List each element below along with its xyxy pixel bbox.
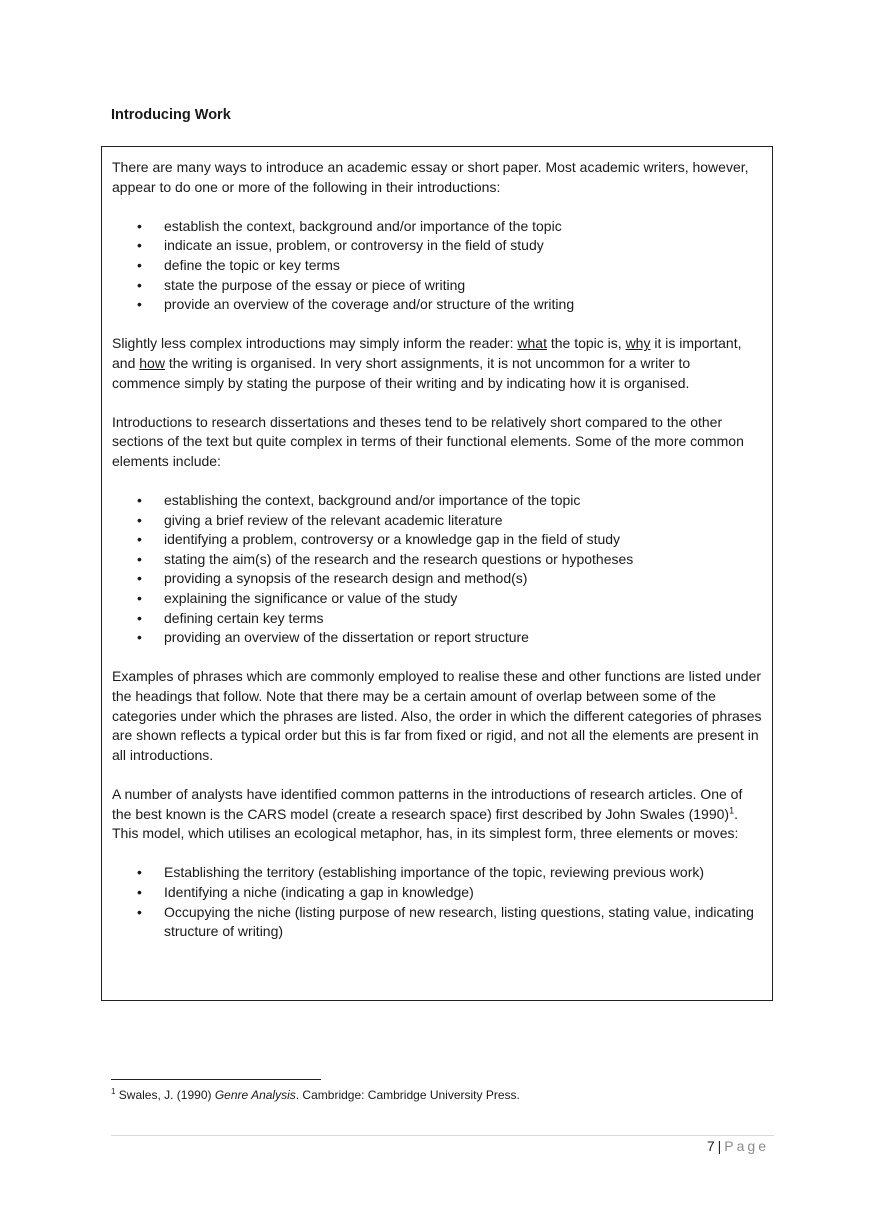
dissertation-paragraph: Introductions to research dissertations and theses tend to be relatively short compared to the other sections of the text but quite complex in terms of their functional elements. Some of the more common elements include:: [112, 413, 744, 469]
list-item-text: giving a brief review of the relevant academic literature: [164, 511, 503, 528]
page-separator: |: [717, 1138, 722, 1154]
list-item-text: Establishing the territory (establishing importance of the topic, reviewing previous work): [164, 864, 705, 881]
list-item-text: Occupying the niche (listing purpose of new research, listing questions, stating value, indicating structure of writing): [164, 903, 754, 940]
list-item: [137, 863, 762, 883]
list-item: [137, 276, 762, 296]
list-item-text: provide an overview of the coverage and/or structure of the writing: [164, 296, 575, 313]
bullet-icon: •: [137, 237, 142, 254]
bullet-icon: •: [137, 550, 142, 567]
phrases-paragraph: Examples of phrases which are commonly employed to realise these and other functions are listed under the headings that follow. Note that there may be a certain amount of overlap between some of the categories under which the phrases are listed. Also, the order in which the different categories of phrases are shown reflects a typical order but this is far from fixed or rigid, and not all the elements are present in all introductions.: [112, 668, 762, 763]
page-number: [707, 1137, 769, 1157]
list-item: [137, 903, 762, 942]
list-item: [137, 550, 762, 570]
cars-moves-list: [112, 863, 762, 941]
cars-paragraph: A number of analysts have identified common patterns in the introductions of research articles. One of the best known is the CARS model (create a research space) first described by John Swales $(1990)^1$. This model, which utilises an ecological metaphor, has, in its simplest form, three elements or moves:: [112, 786, 743, 842]
dissertation-elements-list: [112, 491, 762, 648]
bullet-icon: •: [137, 864, 142, 881]
list-item: [137, 295, 762, 315]
footnote-reference: 1: [729, 804, 735, 815]
list-item-text: providing an overview of the dissertation or report structure: [164, 629, 529, 646]
why-emphasis: why: [625, 335, 651, 352]
bullet-icon: •: [137, 903, 142, 920]
simple-intro-paragraph: Slightly less complex introductions may simply inform the reader: what the topic is, why it is important, and how the writing is organised. In very short assignments, it is not uncommon for a writer to commence simply by stating the purpose of their writing and by indicating how it is organised.: [112, 335, 742, 391]
how-emphasis: how: [139, 354, 165, 371]
list-item-text: identifying a problem, controversy or a knowledge gap in the field of study: [164, 531, 621, 548]
intro-functions-list: [112, 217, 762, 315]
bullet-icon: •: [137, 276, 142, 293]
list-item-text: defining certain key terms: [164, 609, 324, 626]
list-item-text: state the purpose of the essay or piece of writing: [164, 276, 466, 293]
bullet-icon: •: [137, 570, 142, 587]
bullet-icon: •: [137, 511, 142, 528]
bullet-icon: •: [137, 590, 142, 607]
list-item-text: explaining the significance or value of the study: [164, 590, 458, 607]
list-item-text: stating the aim(s) of the research and the research questions or hypotheses: [164, 550, 634, 567]
page-number-value: 7: [706, 1138, 715, 1154]
bullet-icon: •: [137, 256, 142, 273]
list-item-text: providing a synopsis of the research design and method(s): [164, 570, 528, 587]
bullet-icon: •: [137, 883, 142, 900]
page-label: Page: [724, 1138, 769, 1154]
footer-divider: [111, 1135, 774, 1136]
list-item: [137, 589, 762, 609]
list-item: [137, 491, 762, 511]
content-box: [101, 146, 773, 1001]
bullet-icon: •: [137, 217, 142, 234]
list-item-text: establish the context, background and/or importance of the topic: [164, 217, 562, 234]
bullet-icon: •: [137, 629, 142, 646]
list-item: [137, 530, 762, 550]
list-item-text: establishing the context, background and/or importance of the topic: [164, 492, 581, 509]
footnote-divider: [111, 1079, 321, 1080]
list-item: [137, 256, 762, 276]
intro-paragraph: There are many ways to introduce an academic essay or short paper. Most academic writers, however, appear to do one or more of the following in their introductions:: [112, 159, 749, 195]
what-emphasis: what: [517, 335, 547, 352]
list-item-text: define the topic or key terms: [164, 256, 340, 273]
list-item-text: indicate an issue, problem, or controversy in the field of study: [164, 237, 544, 254]
list-item: [137, 628, 762, 648]
footnote: $^1$ Swales, J. (1990) Genre Analysis. Cambridge: Cambridge University Press.: [111, 1087, 520, 1102]
list-item: [137, 511, 762, 531]
bullet-icon: •: [137, 492, 142, 509]
list-item: [137, 236, 762, 256]
footnote-marker: 1: [111, 1087, 116, 1096]
list-item: [137, 609, 762, 629]
list-item: [137, 217, 762, 237]
bullet-icon: •: [137, 609, 142, 626]
footnote-book-title: Genre Analysis: [214, 1088, 296, 1102]
list-item-text: Identifying a niche (indicating a gap in knowledge): [164, 883, 474, 900]
list-item: [137, 569, 762, 589]
bullet-icon: •: [137, 296, 142, 313]
bullet-icon: •: [137, 531, 142, 548]
section-heading: Introducing Work: [111, 107, 231, 123]
list-item: [137, 883, 762, 903]
